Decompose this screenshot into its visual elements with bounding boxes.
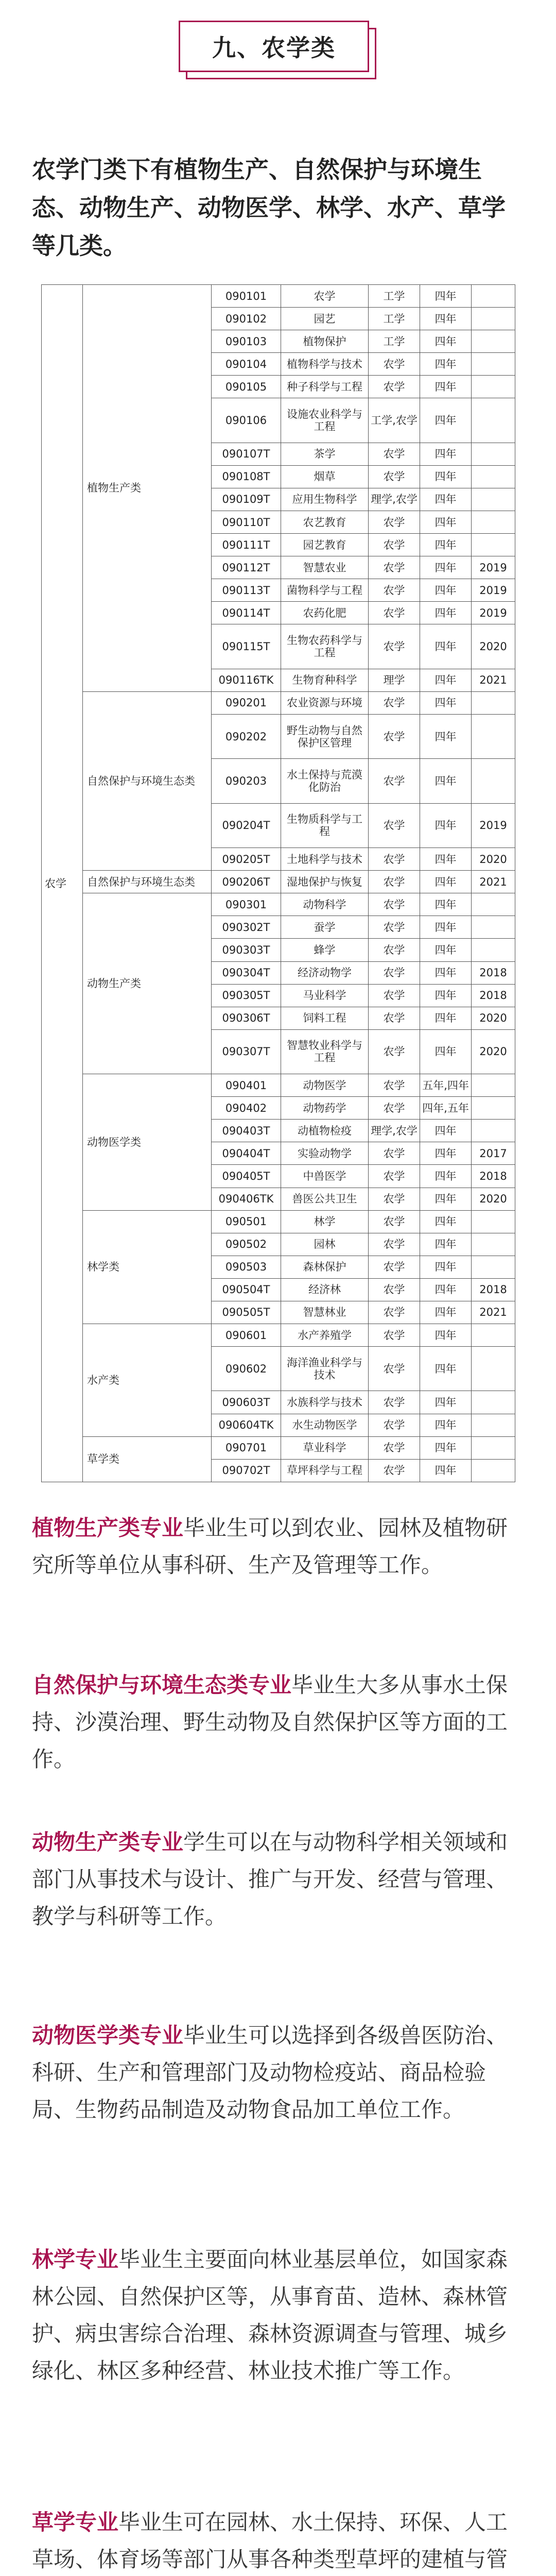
intro-text: 农学门类下有植物生产、自然保护与环境生态、动物生产、动物医学、林学、水产、草学等几类。 [32,156,506,260]
major-cell: 智慧农业 [281,556,369,579]
degree-cell: 农学 [369,1165,420,1188]
major-cell: 种子科学与工程 [281,376,369,398]
degree-cell: 工学 [369,330,420,353]
code-cell: 090116TK [212,669,281,691]
year-cell: 2020 [472,1029,515,1074]
year-cell [472,353,515,376]
major-cell: 农艺教育 [281,511,369,534]
degree-cell: 农学 [369,624,420,669]
table-row [42,1210,515,1233]
degree-cell: 农学 [369,579,420,602]
code-cell: 090402 [212,1097,281,1120]
year-cell: 2020 [472,848,515,871]
code-cell: 090306T [212,1007,281,1029]
code-cell: 090604TK [212,1414,281,1436]
major-cell: 草坪科学与工程 [281,1459,369,1482]
year-cell: 2019 [472,556,515,579]
year-cell [472,1074,515,1097]
duration-cell: 四年 [420,1210,472,1233]
major-cell: 园林 [281,1233,369,1256]
category-cell: 自然保护与环境生态类 [83,691,212,870]
table-row [42,691,515,714]
major-cell: 茶学 [281,443,369,465]
duration-cell: 四年 [420,1278,472,1301]
paragraph-text: 毕业生可以选择到各级兽医防治、科研、生产和管理部门及动物检疫站、商品检验局、生物药品制造及动物食品加工单位工作。 [32,2023,508,2122]
duration-cell: 四年 [420,285,472,308]
year-cell [472,691,515,714]
duration-cell: 四年 [420,579,472,602]
year-cell: 2018 [472,961,515,984]
duration-cell: 四年 [420,1301,472,1324]
year-cell: 2021 [472,669,515,691]
duration-cell: 四年 [420,893,472,916]
degree-cell: 农学 [369,1210,420,1233]
major-cell: 动植物检疫 [281,1120,369,1142]
degree-cell: 农学 [369,534,420,556]
table-row [42,871,515,893]
year-cell [472,465,515,488]
degree-cell: 农学 [369,1347,420,1391]
major-cell: 生物育种科学 [281,669,369,691]
duration-cell: 四年 [420,1324,472,1347]
category-cell: 动物生产类 [83,893,212,1074]
duration-cell: 四年 [420,916,472,939]
major-cell: 菌物科学与工程 [281,579,369,602]
duration-cell: 四年 [420,1256,472,1278]
degree-cell: 农学 [369,465,420,488]
code-cell: 090102 [212,308,281,330]
major-cell: 经济林 [281,1278,369,1301]
degree-cell: 农学 [369,1007,420,1029]
duration-cell: 四年 [420,871,472,893]
major-cell: 生物农药科学与工程 [281,624,369,669]
major-cell: 蜂学 [281,939,369,961]
duration-cell: 四年 [420,1436,472,1459]
paragraph-text: 毕业生大多从事水土保持、沙漠治理、野生动物及自然保护区等方面的工作。 [32,1672,508,1772]
duration-cell: 四年 [420,330,472,353]
degree-cell: 农学 [369,759,420,803]
year-cell [472,511,515,534]
year-cell [472,285,515,308]
major-cell: 经济动物学 [281,961,369,984]
year-cell [472,939,515,961]
section-header [179,21,377,82]
category-cell: 林学类 [83,1210,212,1324]
major-cell: 生物质科学与工程 [281,803,369,848]
year-cell [472,1414,515,1436]
code-cell: 090601 [212,1324,281,1347]
year-cell: 2020 [472,1188,515,1210]
degree-cell: 农学 [369,1301,420,1324]
duration-cell: 四年,五年 [420,1097,472,1120]
year-cell: 2019 [472,803,515,848]
major-cell: 植物保护 [281,330,369,353]
year-cell [472,759,515,803]
duration-cell: 四年 [420,511,472,534]
code-cell: 090303T [212,939,281,961]
paragraph-veterinary [32,2017,525,2128]
degree-cell: 农学 [369,961,420,984]
major-cell: 农药化肥 [281,602,369,624]
degree-cell: 农学 [369,848,420,871]
duration-cell: 四年 [420,939,472,961]
degree-cell: 农学 [369,1188,420,1210]
code-cell: 090111T [212,534,281,556]
year-cell: 2018 [472,1165,515,1188]
degree-cell: 农学 [369,1436,420,1459]
duration-cell: 四年 [420,308,472,330]
section-title: 九、农学类 [179,21,369,72]
paragraph-plant [32,1510,525,1584]
major-cell: 植物科学与技术 [281,353,369,376]
major-cell: 中兽医学 [281,1165,369,1188]
year-cell [472,1233,515,1256]
table-row [42,285,515,308]
degree-cell: 农学 [369,556,420,579]
year-cell [472,534,515,556]
table-row [42,1074,515,1097]
major-cell: 湿地保护与恢复 [281,871,369,893]
major-cell: 野生动物与自然保护区管理 [281,714,369,758]
duration-cell: 四年 [420,691,472,714]
degree-cell: 理学,农学 [369,1120,420,1142]
duration-cell: 四年 [420,714,472,758]
degree-cell: 工学 [369,285,420,308]
degree-cell: 农学 [369,691,420,714]
year-cell [472,1347,515,1391]
year-cell [472,488,515,511]
paragraph-text: 毕业生可在园林、水土保持、环保、人工草场、体育场等部门从事各种类型草坪的建植与管 [32,2510,508,2572]
code-cell: 090406TK [212,1188,281,1210]
year-cell [472,1120,515,1142]
category-cell: 植物生产类 [83,285,212,692]
year-cell [472,1459,515,1482]
year-cell: 2018 [472,984,515,1007]
duration-cell: 四年 [420,669,472,691]
code-cell: 090305T [212,984,281,1007]
year-cell [472,1097,515,1120]
duration-cell: 四年 [420,1459,472,1482]
year-cell: 2019 [472,579,515,602]
degree-cell: 农学 [369,939,420,961]
category-cell: 草学类 [83,1436,212,1482]
code-cell: 090106 [212,398,281,443]
major-cell: 设施农业科学与工程 [281,398,369,443]
major-cell: 动物药学 [281,1097,369,1120]
degree-cell: 农学 [369,1324,420,1347]
code-cell: 090114T [212,602,281,624]
year-cell [472,330,515,353]
degree-cell: 农学 [369,984,420,1007]
major-cell: 森林保护 [281,1256,369,1278]
duration-cell: 五年,四年 [420,1074,472,1097]
duration-cell: 四年 [420,803,472,848]
code-cell: 090112T [212,556,281,579]
code-cell: 090205T [212,848,281,871]
degree-cell: 工学,农学 [369,398,420,443]
code-cell: 090203 [212,759,281,803]
year-cell: 2020 [472,624,515,669]
code-cell: 090603T [212,1391,281,1414]
code-cell: 090108T [212,465,281,488]
code-cell: 090104 [212,353,281,376]
code-cell: 090404T [212,1142,281,1165]
table-row [42,893,515,916]
code-cell: 090503 [212,1256,281,1278]
major-cell: 林学 [281,1210,369,1233]
year-cell [472,1391,515,1414]
degree-cell: 农学 [369,1029,420,1074]
code-cell: 090202 [212,714,281,758]
degree-cell: 农学 [369,1414,420,1436]
degree-cell: 农学 [369,1459,420,1482]
duration-cell: 四年 [420,984,472,1007]
major-cell: 应用生物科学 [281,488,369,511]
code-cell: 090204T [212,803,281,848]
year-cell [472,1436,515,1459]
year-cell [472,916,515,939]
degree-cell: 农学 [369,1142,420,1165]
year-cell [472,308,515,330]
major-cell: 农业资源与环境 [281,691,369,714]
code-cell: 090701 [212,1436,281,1459]
majors-table [41,284,515,1482]
duration-cell: 四年 [420,1007,472,1029]
category-cell: 水产类 [83,1324,212,1437]
highlight: 动物医学类专业 [32,2023,184,2048]
code-cell: 090307T [212,1029,281,1074]
highlight: 自然保护与环境生态类专业 [32,1672,292,1698]
major-cell: 水产养殖学 [281,1324,369,1347]
duration-cell: 四年 [420,488,472,511]
major-cell: 园艺教育 [281,534,369,556]
degree-cell: 农学 [369,376,420,398]
year-cell [472,376,515,398]
major-cell: 兽医公共卫生 [281,1188,369,1210]
degree-cell: 理学 [369,669,420,691]
major-cell: 智慧林业 [281,1301,369,1324]
code-cell: 090105 [212,376,281,398]
duration-cell: 四年 [420,376,472,398]
major-cell: 水族科学与技术 [281,1391,369,1414]
code-cell: 090405T [212,1165,281,1188]
code-cell: 090302T [212,916,281,939]
duration-cell: 四年 [420,1233,472,1256]
code-cell: 090502 [212,1233,281,1256]
degree-cell: 农学 [369,916,420,939]
code-cell: 090304T [212,961,281,984]
major-cell: 农学 [281,285,369,308]
code-cell: 090110T [212,511,281,534]
duration-cell: 四年 [420,465,472,488]
code-cell: 090201 [212,691,281,714]
major-cell: 饲料工程 [281,1007,369,1029]
code-cell: 090101 [212,285,281,308]
code-cell: 090113T [212,579,281,602]
year-cell: 2021 [472,1301,515,1324]
code-cell: 090103 [212,330,281,353]
major-cell: 水土保持与荒漠化防治 [281,759,369,803]
duration-cell: 四年 [420,353,472,376]
highlight: 草学专业 [32,2510,119,2535]
degree-cell: 农学 [369,443,420,465]
duration-cell: 四年 [420,961,472,984]
degree-cell: 农学 [369,1074,420,1097]
code-cell: 090702T [212,1459,281,1482]
year-cell [472,443,515,465]
major-cell: 烟草 [281,465,369,488]
degree-cell: 农学 [369,803,420,848]
duration-cell: 四年 [420,759,472,803]
major-cell: 动物科学 [281,893,369,916]
code-cell: 090206T [212,871,281,893]
highlight: 植物生产类专业 [32,1515,184,1540]
duration-cell: 四年 [420,1347,472,1391]
category-cell: 自然保护与环境生态类 [83,871,212,893]
duration-cell: 四年 [420,534,472,556]
paragraph-text: 毕业生主要面向林业基层单位，如国家森林公园、自然保护区等，从事育苗、造林、森林管护、病虫害综合治理、森林资源调查与管理、城乡绿化、林区多种经营、林业技术推广等工作。 [32,2247,508,2383]
paragraph-forestry [32,2241,525,2389]
duration-cell: 四年 [420,1120,472,1142]
degree-cell: 农学 [369,714,420,758]
year-cell [472,893,515,916]
code-cell: 090115T [212,624,281,669]
duration-cell: 四年 [420,1029,472,1074]
major-cell: 海洋渔业科学与技术 [281,1347,369,1391]
degree-cell: 理学,农学 [369,488,420,511]
degree-cell: 农学 [369,871,420,893]
highlight: 动物生产类专业 [32,1829,184,1855]
code-cell: 090505T [212,1301,281,1324]
degree-cell: 农学 [369,893,420,916]
paragraph-ecology [32,1667,525,1778]
code-cell: 090301 [212,893,281,916]
duration-cell: 四年 [420,1188,472,1210]
paragraph-text: 学生可以在与动物科学相关领域和部门从事技术与设计、推广与开发、经营与管理、教学与科研等工作。 [32,1829,508,1929]
year-cell [472,714,515,758]
code-cell: 090504T [212,1278,281,1301]
duration-cell: 四年 [420,556,472,579]
duration-cell: 四年 [420,848,472,871]
degree-cell: 农学 [369,511,420,534]
degree-cell: 农学 [369,353,420,376]
major-cell: 蚕学 [281,916,369,939]
code-cell: 090403T [212,1120,281,1142]
duration-cell: 四年 [420,1391,472,1414]
discipline-cell: 农学 [42,285,83,1482]
year-cell: 2020 [472,1007,515,1029]
table-row [42,1436,515,1459]
duration-cell: 四年 [420,1414,472,1436]
year-cell: 2017 [472,1142,515,1165]
major-cell: 智慧牧业科学与工程 [281,1029,369,1074]
duration-cell: 四年 [420,602,472,624]
major-cell: 园艺 [281,308,369,330]
major-cell: 动物医学 [281,1074,369,1097]
category-cell: 动物医学类 [83,1074,212,1210]
year-cell [472,1210,515,1233]
degree-cell: 农学 [369,1233,420,1256]
year-cell: 2018 [472,1278,515,1301]
code-cell: 090501 [212,1210,281,1233]
duration-cell: 四年 [420,398,472,443]
year-cell [472,1324,515,1347]
year-cell: 2021 [472,871,515,893]
paragraph-animal-production [32,1824,525,1935]
year-cell [472,398,515,443]
year-cell: 2019 [472,602,515,624]
duration-cell: 四年 [420,624,472,669]
code-cell: 090602 [212,1347,281,1391]
code-cell: 090109T [212,488,281,511]
paragraph-grass [32,2504,525,2576]
code-cell: 090401 [212,1074,281,1097]
degree-cell: 工学 [369,308,420,330]
degree-cell: 农学 [369,1256,420,1278]
duration-cell: 四年 [420,1142,472,1165]
year-cell [472,1256,515,1278]
table-row [42,1324,515,1347]
degree-cell: 农学 [369,1391,420,1414]
highlight: 林学专业 [32,2247,119,2272]
duration-cell: 四年 [420,1165,472,1188]
degree-cell: 农学 [369,1278,420,1301]
duration-cell: 四年 [420,443,472,465]
paragraph-text: 毕业生可以到农业、园林及植物研究所等单位从事科研、生产及管理等工作。 [32,1515,508,1578]
degree-cell: 农学 [369,602,420,624]
major-cell: 水生动物医学 [281,1414,369,1436]
major-cell: 草业科学 [281,1436,369,1459]
major-cell: 实验动物学 [281,1142,369,1165]
major-cell: 马业科学 [281,984,369,1007]
degree-cell: 农学 [369,1097,420,1120]
code-cell: 090107T [212,443,281,465]
major-cell: 土地科学与技术 [281,848,369,871]
